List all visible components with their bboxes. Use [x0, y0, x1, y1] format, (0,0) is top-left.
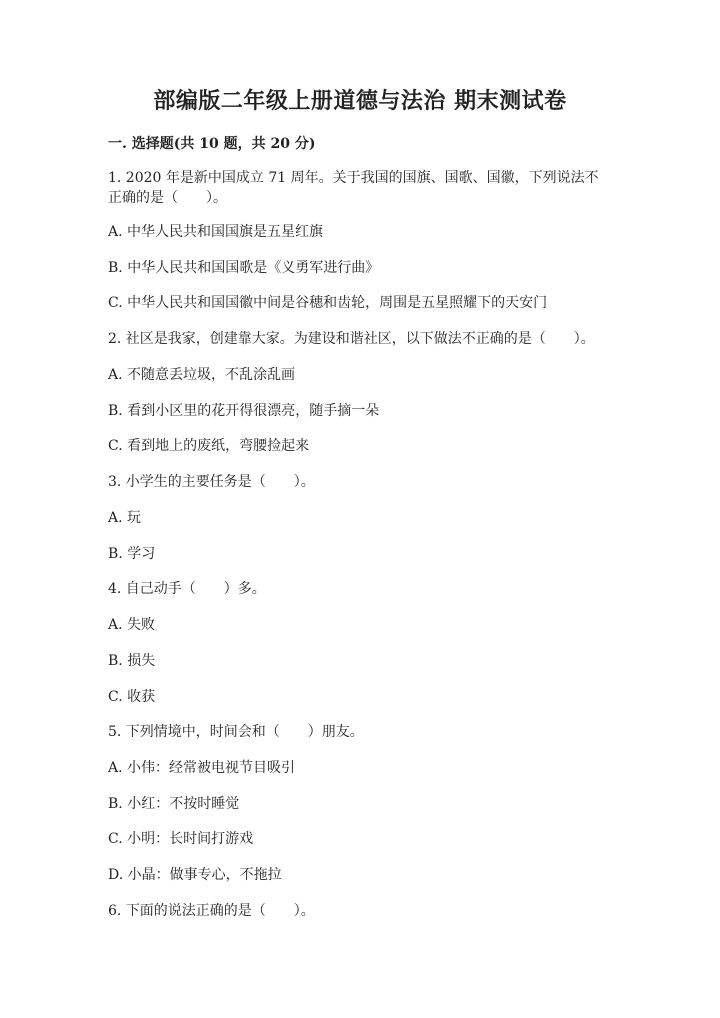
- question-5-option-d: D. 小晶：做事专心，不拖拉: [108, 867, 282, 883]
- question-2-option-b: B. 看到小区里的花开得很漂亮，随手摘一朵: [108, 403, 380, 419]
- question-5-option-c: C. 小明：长时间打游戏: [108, 831, 254, 847]
- question-2-option-a: A. 不随意丢垃圾，不乱涂乱画: [108, 367, 296, 383]
- question-1-stem-line-2: 正确的是（ ）。: [108, 190, 227, 206]
- question-3-stem: 3. 小学生的主要任务是（ ）。: [108, 474, 315, 490]
- question-1-option-a: A. 中华人民共和国国旗是五星红旗: [108, 224, 324, 240]
- question-2-stem: 2. 社区是我家，创建靠大家。为建设和谐社区，以下做法不正确的是（ ）。: [108, 331, 595, 347]
- question-2-option-c: C. 看到地上的废纸，弯腰捡起来: [108, 438, 310, 454]
- question-5-option-b: B. 小红：不按时睡觉: [108, 796, 240, 812]
- question-5-option-a: A. 小伟：经常被电视节目吸引: [108, 760, 296, 776]
- question-4-option-b: B. 损失: [108, 653, 156, 669]
- question-3-option-a: A. 玩: [108, 510, 142, 526]
- question-1-option-b: B. 中华人民共和国国歌是《义勇军进行曲》: [108, 260, 380, 276]
- section-heading: 一. 选择题(共 10 题，共 20 分): [108, 136, 316, 152]
- page-title: 部编版二年级上册道德与法治 期末测试卷: [153, 88, 567, 114]
- question-1-stem-line-1: 1. 2020 年是新中国成立 71 周年。关于我国的国旗、国歌、国徽，下列说法不: [108, 170, 599, 186]
- question-1-option-c: C. 中华人民共和国国徽中间是谷穗和齿轮，周围是五星照耀下的天安门: [108, 295, 548, 311]
- question-4-option-c: C. 收获: [108, 689, 156, 705]
- question-4-stem: 4. 自己动手（ ）多。: [108, 581, 266, 597]
- question-3-option-b: B. 学习: [108, 546, 156, 562]
- question-5-stem: 5. 下列情境中，时间会和（ ）朋友。: [108, 724, 364, 740]
- question-6-stem: 6. 下面的说法正确的是（ ）。: [108, 903, 315, 919]
- question-4-option-a: A. 失败: [108, 617, 156, 633]
